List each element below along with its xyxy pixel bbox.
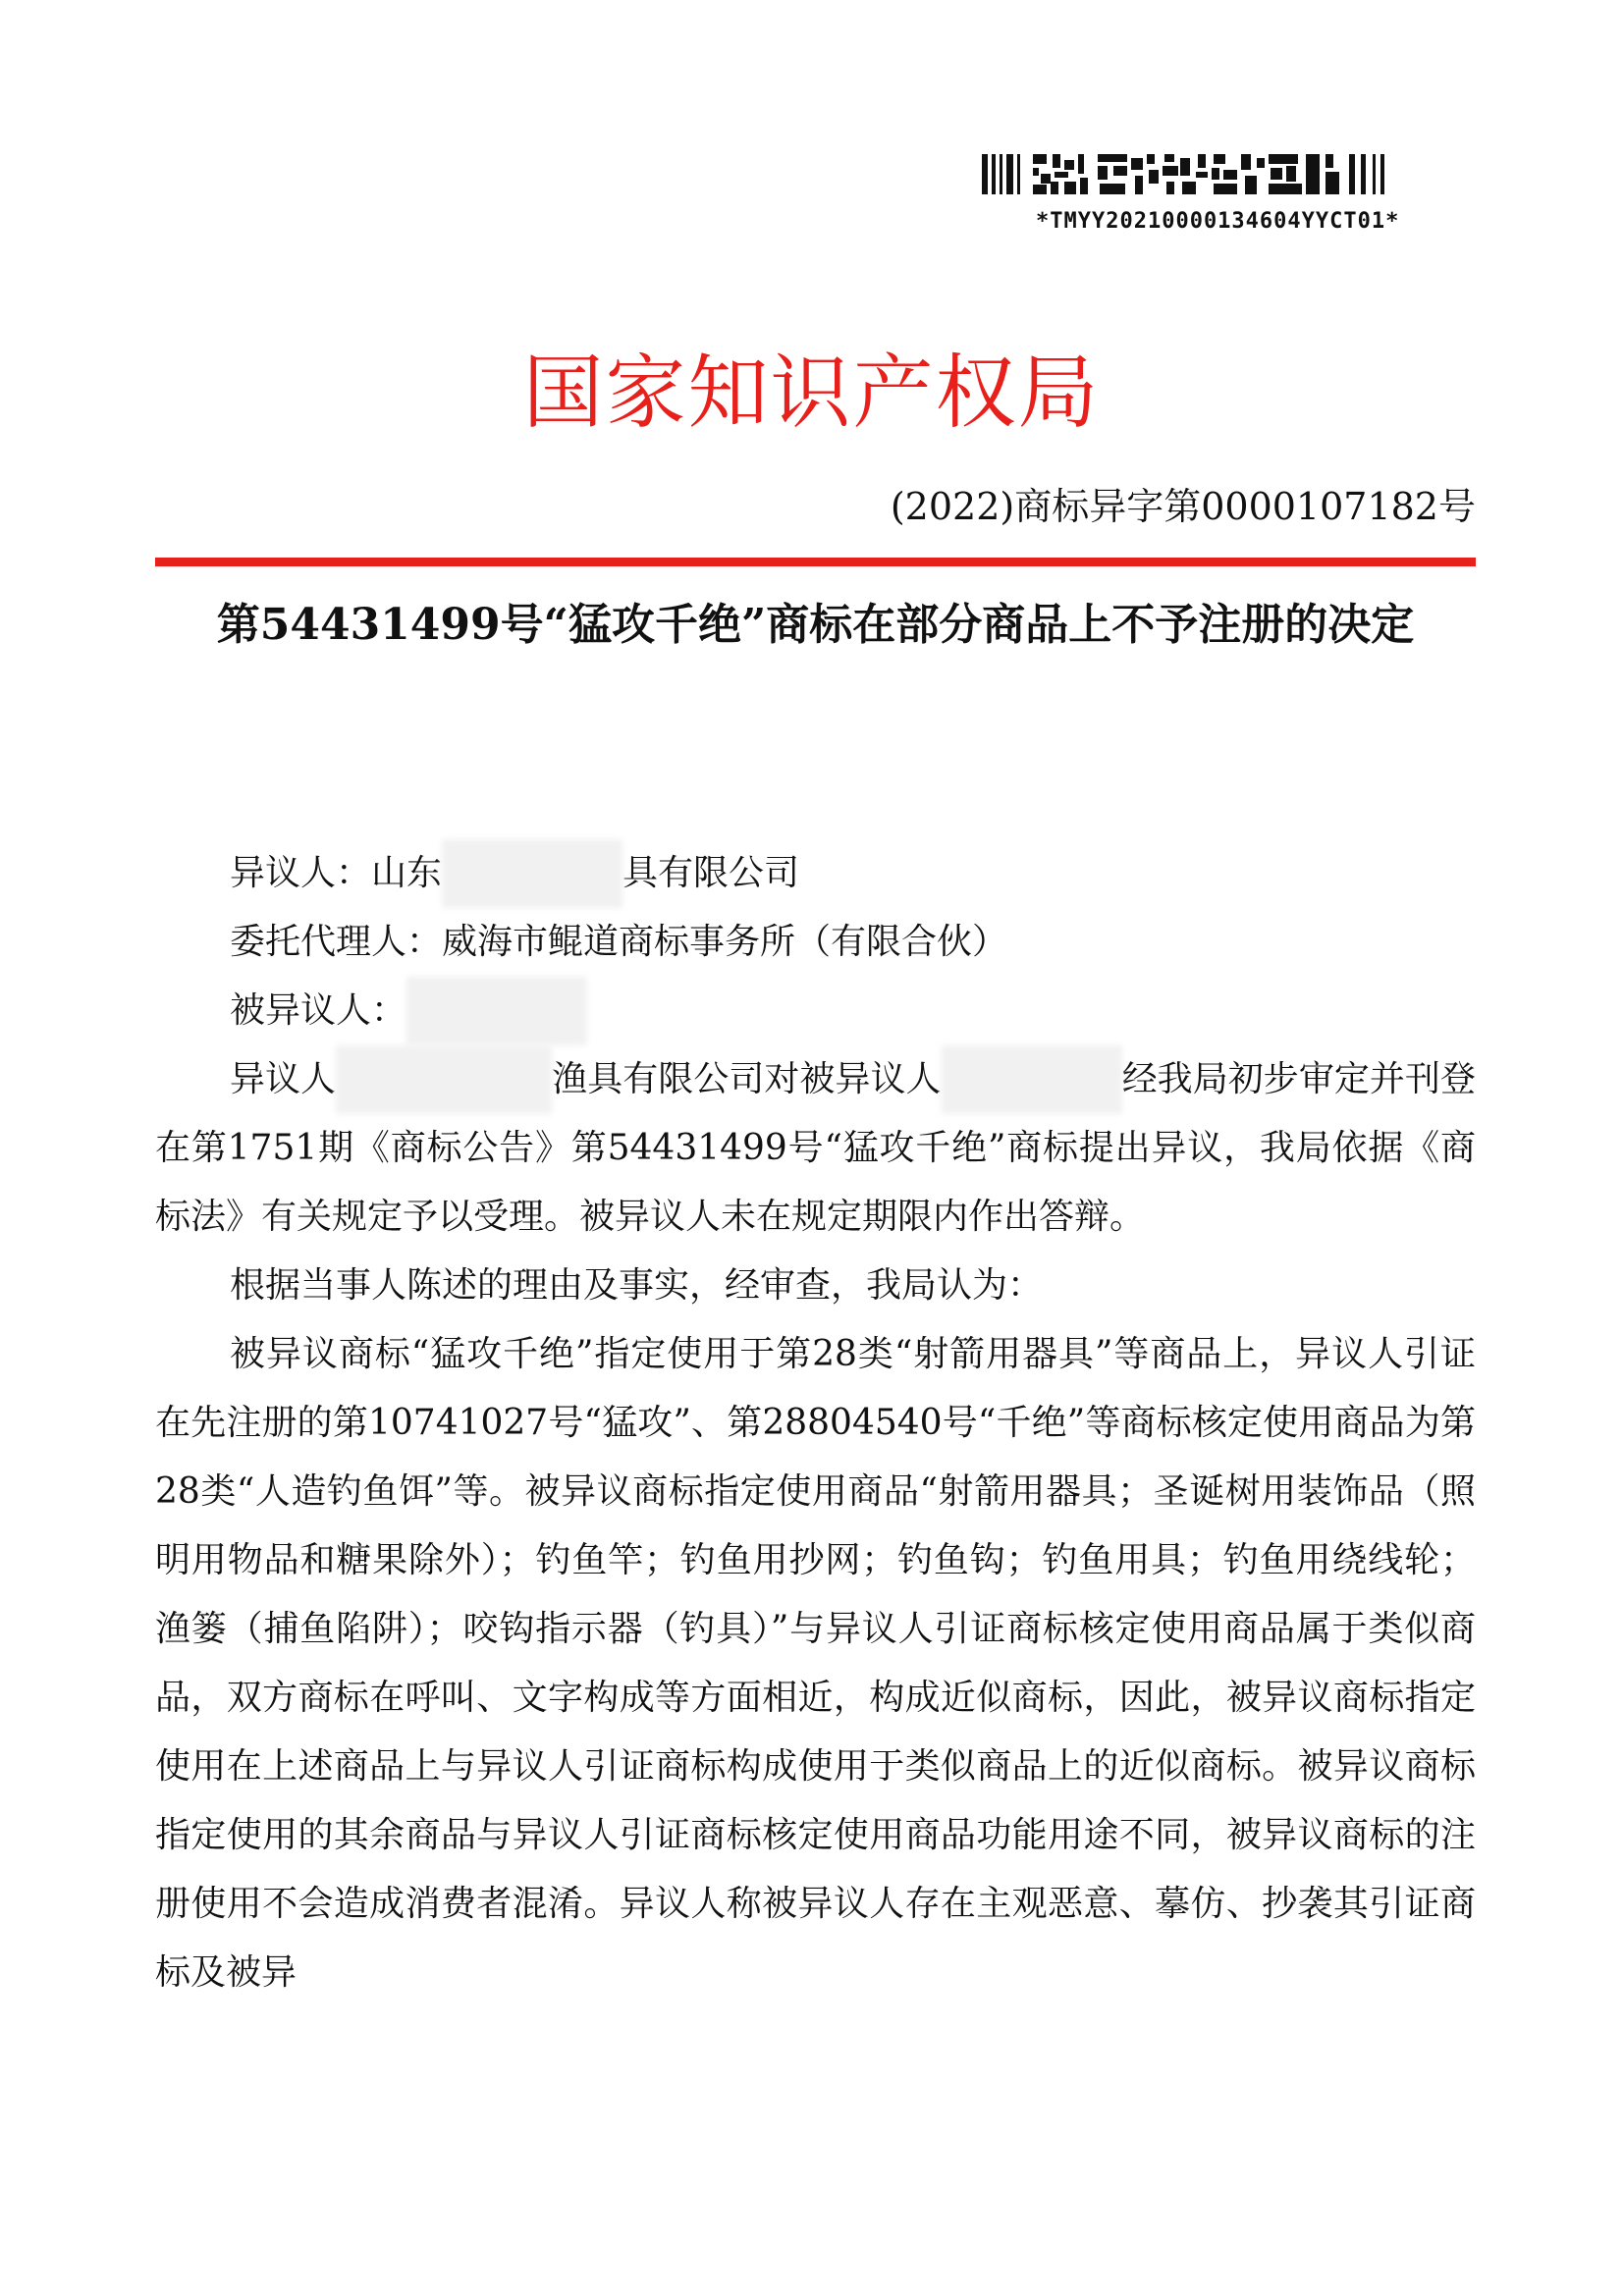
agent-name: 威海市鲲道商标事务所（有限合伙） xyxy=(442,922,1008,962)
document-title: 第54431499号“猛攻千绝”商标在部分商品上不予注册的决定 xyxy=(216,600,1415,650)
opponent-name-tail: 具有限公司 xyxy=(622,853,800,893)
paragraph-text: 渔具有限公司对被异议人 xyxy=(552,1059,942,1099)
paragraph-text: 经我局初步审定并刊登在第1751期《商标公告》第54431499号“猛攻千绝”商标提出异议，我局依据《商标法》有关规定予以受理。被异议人未在规定期限内作出答辩。 xyxy=(155,1059,1476,1237)
opponent-name-visible: 山东 xyxy=(371,853,443,893)
agent-label: 委托代理人： xyxy=(230,922,443,962)
paragraph-text: 异议人 xyxy=(230,1059,337,1099)
paragraph-opposition xyxy=(155,1045,1476,1252)
paragraph-review: 根据当事人陈述的理由及事实，经审查，我局认为： xyxy=(230,1265,1044,1306)
barcode-code: *TMYY20210000134604YYCT01* xyxy=(1036,209,1400,234)
redacted-text xyxy=(442,839,622,908)
respondent-line xyxy=(155,977,1476,1045)
document-body xyxy=(155,839,1476,2007)
redacted-text xyxy=(942,1045,1122,1114)
barcode-icon xyxy=(972,152,1414,196)
redacted-text xyxy=(336,1045,552,1114)
agency-name: 国家知识产权局 xyxy=(522,347,1101,440)
paragraph-reasoning: 被异议商标“猛攻千绝”指定使用于第28类“射箭用器具”等商品上，异议人引证在先注册的第10741027号“猛攻”、第28804540号“千绝”等商标核定使用商品为第28类“人造钓鱼饵”等。被异议商标指定使用商品“射箭用器具；圣诞树用装饰品（照明用物品和糖果除外）；钓鱼竿；钓鱼用抄网；钓鱼钩；钓鱼用具；钓鱼用绕线轮；渔篓（捕鱼陷阱）；咬钩指示器（钓具）”与异议人引证商标核定使用商品属于类似商品，双方商标在呼叫、文字构成等方面相近，构成近似商标，因此，被异议商标指定使用在上述商品上与异议人引证商标构成使用于类似商品上的近似商标。被异议商标指定使用的其余商品与异议人引证商标核定使用商品功能用途不同，被异议商标的注册使用不会造成消费者混淆。异议人称被异议人存在主观恶意、摹仿、抄袭其引证商标及被异 xyxy=(155,1334,1476,1993)
red-divider xyxy=(155,558,1476,566)
opponent-line xyxy=(155,839,1476,908)
opponent-label: 异议人： xyxy=(230,853,372,893)
redacted-text xyxy=(406,977,587,1045)
barcode-area xyxy=(957,133,1473,234)
document-number: (2022)商标异字第0000107182号 xyxy=(890,485,1476,528)
agent-line xyxy=(155,908,1476,977)
respondent-label: 被异议人： xyxy=(230,990,407,1031)
